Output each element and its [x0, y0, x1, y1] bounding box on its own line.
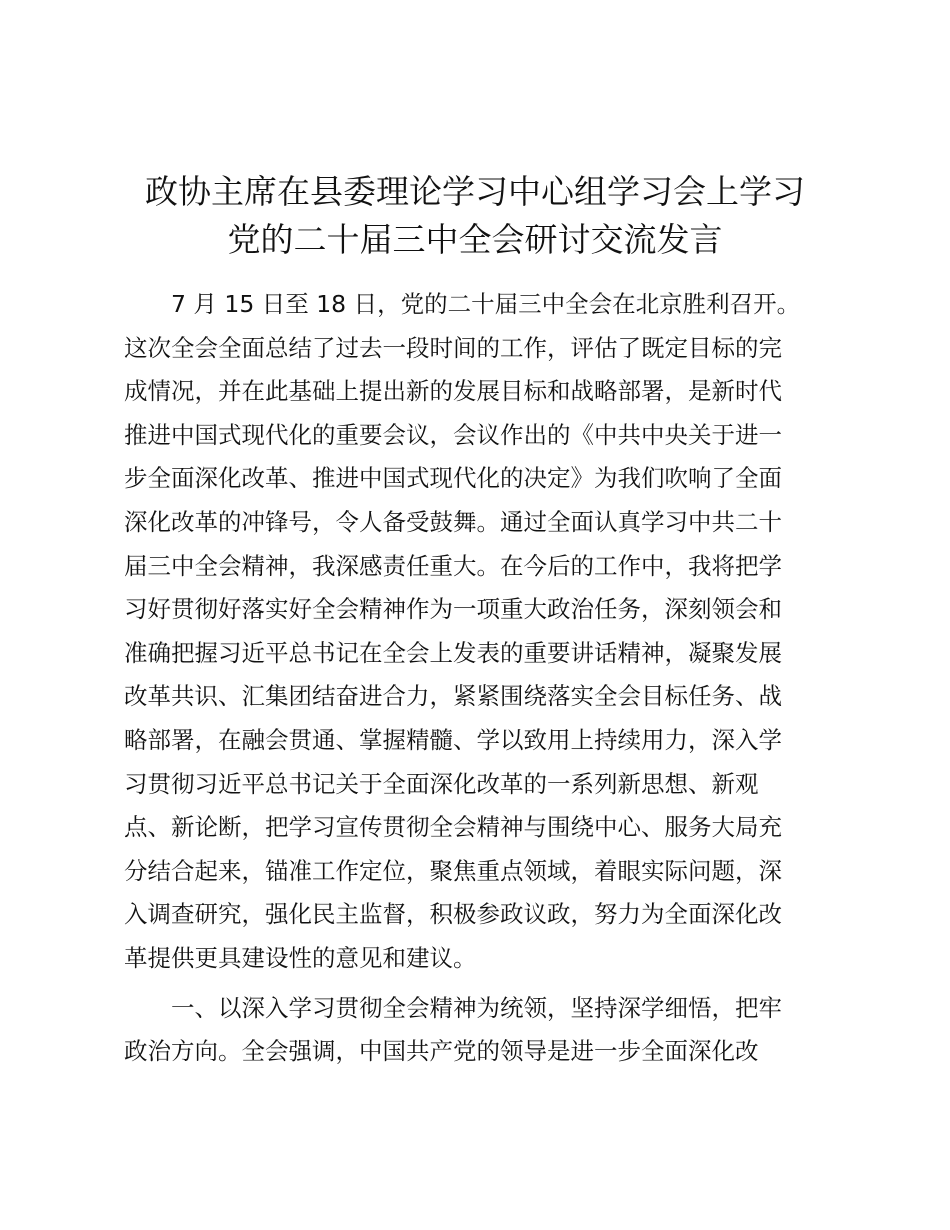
paragraph-line: 略部署，在融会贯通、掌握精髓、学以致用上持续用力，深入学: [124, 725, 782, 754]
title-line: 政协主席在县委理论学习中心组学习会上学习: [145, 172, 805, 211]
document-title: [110, 168, 840, 264]
paragraph-line: 成情况，并在此基础上提出新的发展目标和战略部署，是新时代: [124, 377, 782, 406]
paragraph-line: 点、新论断，把学习宣传贯彻全会精神与围绕中心、服务大局充: [124, 813, 782, 842]
paragraph-line: 届三中全会精神，我深感责任重大。在今后的工作中，我将把学: [124, 551, 782, 580]
paragraph-intro: [124, 283, 830, 981]
paragraph-section-one: [124, 987, 830, 1074]
paragraph-line: 分结合起来，锚准工作定位，聚焦重点领域，着眼实际问题，深: [124, 856, 782, 885]
paragraph-line: 习好贯彻好落实好全会精神作为一项重大政治任务，深刻领会和: [124, 595, 782, 624]
paragraph-line: 入调查研究，强化民主监督，积极参政议政，努力为全面深化改: [124, 900, 782, 929]
paragraph-line: 准确把握习近平总书记在全会上发表的重要讲话精神，凝聚发展: [124, 638, 782, 667]
paragraph-line: 这次全会全面总结了过去一段时间的工作，评估了既定目标的完: [124, 333, 782, 362]
paragraph-line: 习贯彻习近平总书记关于全面深化改革的一系列新思想、新观: [124, 769, 759, 798]
document-body: [124, 283, 830, 1074]
paragraph-line: 步全面深化改革、推进中国式现代化的决定》为我们吹响了全面: [124, 464, 782, 493]
paragraph-line: 推进中国式现代化的重要会议，会议作出的《中共中央关于进一: [124, 420, 782, 449]
paragraph-line: 政治方向。全会强调，中国共产党的领导是进一步全面深化改: [124, 1037, 759, 1066]
paragraph-line: 一、以深入学习贯彻全会精神为统领，坚持深学细悟，把牢: [171, 993, 782, 1022]
title-line: 党的二十届三中全会研讨交流发言: [227, 220, 723, 259]
paragraph-line: 改革共识、汇集团结奋进合力，紧紧围绕落实全会目标任务、战: [124, 682, 782, 711]
paragraph-line: 革提供更具建设性的意见和建议。: [124, 943, 477, 972]
paragraph-line: 7 月 15 日至 18 日，党的二十届三中全会在北京胜利召开。: [171, 290, 801, 318]
paragraph-line: 深化改革的冲锋号，令人备受鼓舞。通过全面认真学习中共二十: [124, 507, 782, 536]
